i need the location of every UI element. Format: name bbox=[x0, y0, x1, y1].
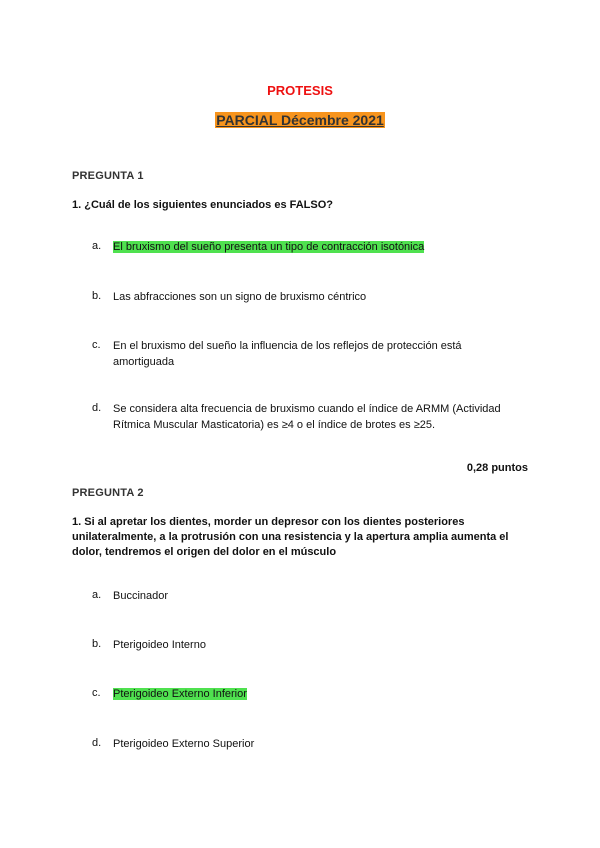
subtitle-wrapper bbox=[0, 112, 600, 128]
q2-option-a-text: Buccinador bbox=[113, 590, 169, 602]
q1-option-a bbox=[113, 240, 513, 256]
q2-option-c-text: Pterigoideo Externo Inferior bbox=[113, 688, 247, 700]
document-title: PROTESIS bbox=[267, 83, 333, 98]
q2-option-a-letter: a. bbox=[92, 589, 102, 601]
q1-points: 0,28 puntos bbox=[466, 462, 528, 474]
q2-option-c-letter: c. bbox=[92, 687, 101, 699]
question-2-heading: PREGUNTA 2 bbox=[72, 487, 144, 499]
document-subtitle: PARCIAL Décembre 2021 bbox=[216, 112, 384, 128]
q1-option-b-text: Las abfracciones son un signo de bruxismo céntrico bbox=[113, 291, 367, 303]
q2-option-d-letter: d. bbox=[92, 737, 102, 749]
question-1-heading: PREGUNTA 1 bbox=[72, 170, 144, 182]
q1-option-a-letter: a. bbox=[92, 240, 102, 252]
question-2-text: 1. Si al apretar los dientes, morder un depresor con los dientes posteriores unilateralmente, a la protrusión con una resistencia y la apertura amplia aumenta el dolor, tendremos el origen del dolor en el músculo bbox=[72, 516, 509, 558]
q1-option-d-text: Se considera alta frecuencia de bruxismo cuando el índice de ARMM (Actividad Rítmica Muscular Masticatoria) es ≥4 o el índice de brotes es ≥25. bbox=[113, 403, 501, 431]
q1-option-c-text: En el bruxismo del sueño la influencia de los reflejos de protección está amortiguada bbox=[113, 340, 462, 368]
q2-option-b-text: Pterigoideo Interno bbox=[113, 639, 206, 651]
q1-option-c-letter: c. bbox=[92, 339, 101, 351]
q1-option-a-text: El bruxismo del sueño presenta un tipo de contracción isotónica bbox=[113, 241, 425, 253]
q1-option-b-letter: b. bbox=[92, 290, 102, 302]
q2-option-d-text: Pterigoideo Externo Superior bbox=[113, 738, 255, 750]
q2-option-c bbox=[113, 687, 513, 703]
question-1-text: 1. ¿Cuál de los siguientes enunciados es FALSO? bbox=[72, 199, 334, 211]
q1-option-d-letter: d. bbox=[92, 402, 102, 414]
q2-option-b-letter: b. bbox=[92, 638, 102, 650]
